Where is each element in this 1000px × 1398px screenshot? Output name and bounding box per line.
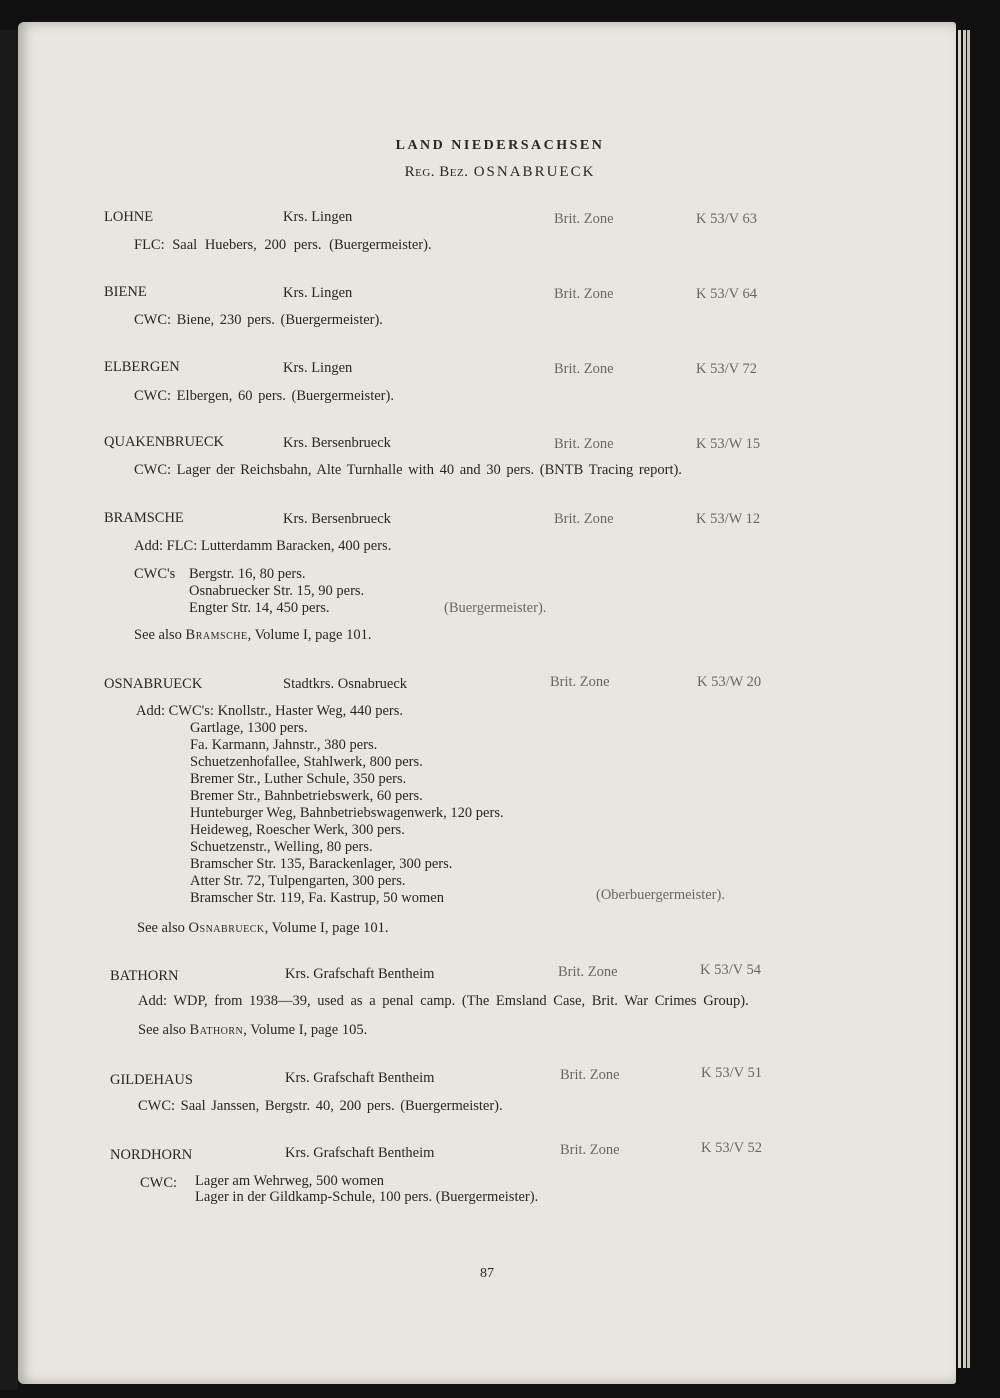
entry-name: GILDEHAUS bbox=[110, 1072, 193, 1088]
entry-line: CWC's bbox=[134, 566, 176, 582]
entry-district: Krs. Bersenbrueck bbox=[283, 511, 391, 527]
entry-zone: Brit. Zone bbox=[560, 1067, 620, 1083]
entry-line: Lager in der Gildkamp-Schule, 100 pers. (Buergermeister). bbox=[195, 1189, 539, 1205]
entry-name: NORDHORN bbox=[110, 1147, 193, 1163]
entry-line: CWC: bbox=[140, 1175, 178, 1191]
see-also: See also Bramsche, Volume I, page 101. bbox=[134, 627, 372, 643]
entry-ref: K 53/V 72 bbox=[696, 361, 757, 377]
entry-line: CWC: Lager der Reichsbahn, Alte Turnhalle with 40 and 30 pers. (BNTB Tracing report). bbox=[134, 462, 682, 478]
entry-line: Add: FLC: Lutterdamm Baracken, 400 pers. bbox=[134, 538, 392, 554]
entry-name: BIENE bbox=[104, 284, 147, 300]
page-edge bbox=[963, 30, 966, 1368]
page-edge bbox=[967, 30, 970, 1368]
entry-zone: Brit. Zone bbox=[554, 511, 614, 527]
entry-line: Bremer Str., Bahnbetriebswerk, 60 pers. bbox=[190, 788, 423, 804]
entry-line: Hunteburger Weg, Bahnbetriebswagenwerk, 120 pers. bbox=[190, 805, 504, 821]
entry-line: Heideweg, Roescher Werk, 300 pers. bbox=[190, 822, 405, 838]
entry-zone: Brit. Zone bbox=[554, 436, 614, 452]
see-also: See also Osnabrueck, Volume I, page 101. bbox=[137, 920, 389, 936]
book-gutter bbox=[0, 30, 18, 1390]
entry-district: Krs. Grafschaft Bentheim bbox=[285, 1145, 435, 1161]
entry-line: FLC: Saal Huebers, 200 pers. (Buergermeister). bbox=[134, 237, 432, 253]
entry-name: BRAMSCHE bbox=[104, 510, 184, 526]
entry-ref: K 53/W 20 bbox=[697, 674, 762, 690]
entry-ref: K 53/W 15 bbox=[696, 436, 761, 452]
entry-zone: Brit. Zone bbox=[558, 964, 618, 980]
entry-line: Add: WDP, from 1938—39, used as a penal camp. (The Emsland Case, Brit. War Crimes Group). bbox=[138, 993, 749, 1009]
entry-ref: K 53/V 63 bbox=[696, 211, 757, 227]
entry-line: Atter Str. 72, Tulpengarten, 300 pers. bbox=[190, 873, 406, 889]
entry-source: (Buergermeister). bbox=[444, 600, 547, 616]
entry-line: Bremer Str., Luther Schule, 350 pers. bbox=[190, 771, 407, 787]
entry-line: Schuetzenstr., Welling, 80 pers. bbox=[190, 839, 373, 855]
entry-zone: Brit. Zone bbox=[554, 361, 614, 377]
entry-district: Krs. Lingen bbox=[283, 285, 353, 301]
entry-ref: K 53/W 12 bbox=[696, 511, 761, 527]
entry-line: Add: CWC's: Knollstr., Haster Weg, 440 pers. bbox=[136, 703, 403, 719]
entry-district: Krs. Grafschaft Bentheim bbox=[285, 1070, 435, 1086]
entry-line: Bramscher Str. 119, Fa. Kastrup, 50 women bbox=[190, 890, 444, 906]
entry-line: CWC: Biene, 230 pers. (Buergermeister). bbox=[134, 312, 383, 328]
entry-line: Bramscher Str. 135, Barackenlager, 300 pers. bbox=[190, 856, 453, 872]
entry-name: ELBERGEN bbox=[104, 359, 180, 375]
entry-line: CWC: Saal Janssen, Bergstr. 40, 200 pers. (Buergermeister). bbox=[138, 1098, 503, 1114]
entry-zone: Brit. Zone bbox=[554, 286, 614, 302]
entry-ref: K 53/V 52 bbox=[701, 1140, 762, 1156]
entry-ref: K 53/V 64 bbox=[696, 286, 757, 302]
entry-zone: Brit. Zone bbox=[554, 211, 614, 227]
entry-zone: Brit. Zone bbox=[560, 1142, 620, 1158]
entry-district: Krs. Bersenbrueck bbox=[283, 435, 391, 451]
entry-ref: K 53/V 51 bbox=[701, 1065, 762, 1081]
entry-zone: Brit. Zone bbox=[550, 674, 610, 690]
entry-line: Bergstr. 16, 80 pers. bbox=[189, 566, 306, 582]
entry-source: (Oberbuergermeister). bbox=[596, 887, 725, 903]
entry-district: Krs. Grafschaft Bentheim bbox=[285, 966, 435, 982]
page-number: 87 bbox=[480, 1266, 494, 1281]
see-also: See also Bathorn, Volume I, page 105. bbox=[138, 1022, 368, 1038]
entry-name: LOHNE bbox=[104, 209, 154, 225]
land-heading: LAND NIEDERSACHSEN bbox=[395, 138, 605, 153]
entry-line: Engter Str. 14, 450 pers. bbox=[189, 600, 330, 616]
page-edge bbox=[958, 30, 961, 1368]
entry-line: CWC: Elbergen, 60 pers. (Buergermeister). bbox=[134, 388, 394, 404]
entry-district: Krs. Lingen bbox=[283, 360, 353, 376]
entry-name: BATHORN bbox=[110, 968, 179, 984]
entry-line: Schuetzenhofallee, Stahlwerk, 800 pers. bbox=[190, 754, 423, 770]
entry-line: Gartlage, 1300 pers. bbox=[190, 720, 308, 736]
entry-ref: K 53/V 54 bbox=[700, 962, 761, 978]
entry-name: OSNABRUECK bbox=[104, 676, 203, 692]
entry-district: Krs. Lingen bbox=[283, 209, 353, 225]
region-heading: Reg. Bez. OSNABRUECK bbox=[404, 164, 596, 180]
entry-line: Fa. Karmann, Jahnstr., 380 pers. bbox=[190, 737, 378, 753]
entry-line: Osnabruecker Str. 15, 90 pers. bbox=[189, 583, 365, 599]
entry-district: Stadtkrs. Osnabrueck bbox=[283, 676, 408, 692]
entry-line: Lager am Wehrweg, 500 women bbox=[195, 1173, 385, 1189]
entry-name: QUAKENBRUECK bbox=[104, 434, 225, 450]
